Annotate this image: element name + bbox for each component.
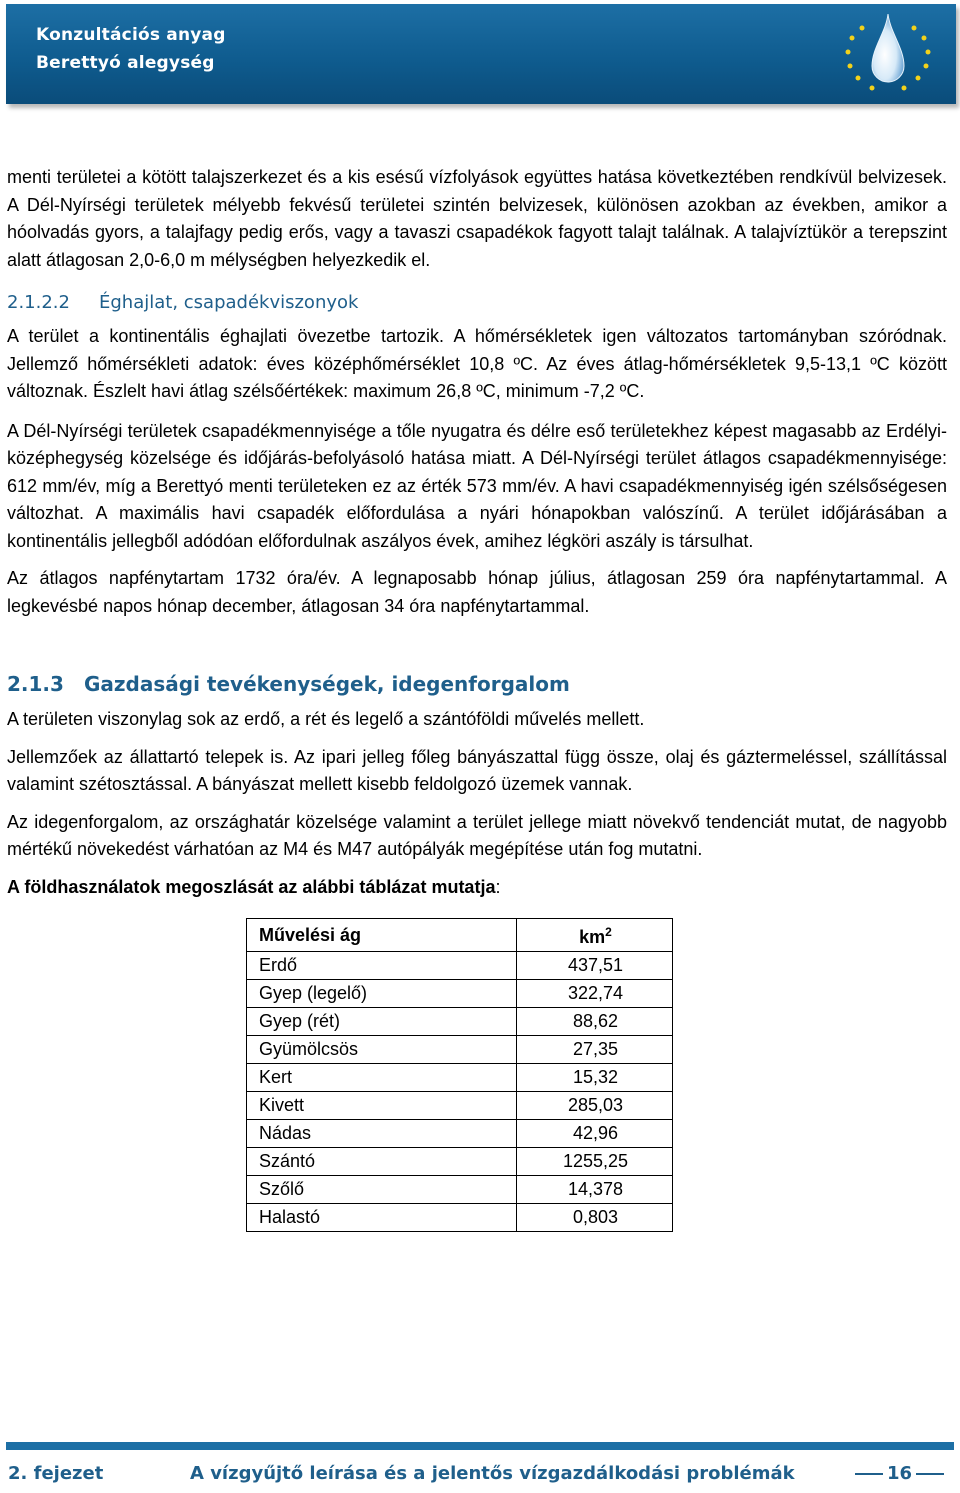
land-use-table <box>246 918 673 1232</box>
footer-page-number-group <box>851 1463 948 1484</box>
table-cell-name: Szőlő <box>247 1176 517 1204</box>
paragraph-temperature: A terület a kontinentális éghajlati övezetbe tartozik. A hőmérsékletek igen változatos tartományban szóródnak. Jellemző hőmérsékleti adatok: éves középhőmérséklet 10,8 ºC. Az éves átlag-hőmérsékletek 9,5-13,1 ºC között változnak. Észlelt havi átlag szélsőértékek: maximum 26,8 ºC, minimum -7,2 ºC. <box>7 326 947 401</box>
document-body <box>7 164 947 1232</box>
table-intro-bold: A földhasználatok megoszlását az alábbi táblázat mutatja <box>7 876 496 897</box>
section-number: 2.1.3 <box>7 672 64 696</box>
footer-divider <box>6 1442 954 1450</box>
header-title-line2: Berettyó alegység <box>36 53 215 73</box>
table-cell-value: 285,03 <box>517 1092 673 1120</box>
table-header-row <box>247 919 673 952</box>
table-header-unit-sup: 2 <box>605 925 612 939</box>
table-row <box>247 1064 673 1092</box>
table-row <box>247 1120 673 1148</box>
table-cell-value: 42,96 <box>517 1120 673 1148</box>
subsection-number: 2.1.2.2 <box>7 292 70 313</box>
table-cell-value: 437,51 <box>517 952 673 980</box>
paragraph-table-intro <box>7 874 947 902</box>
page-header <box>6 4 956 104</box>
table-cell-value: 0,803 <box>517 1204 673 1232</box>
table-row <box>247 1176 673 1204</box>
footer-dash-left <box>855 1473 883 1475</box>
table-row <box>247 1092 673 1120</box>
section-heading-economy <box>7 672 947 696</box>
table-cell-name: Gyep (rét) <box>247 1008 517 1036</box>
subsection-title: Éghajlat, csapadékviszonyok <box>99 292 359 313</box>
paragraph-land-use: A területen viszonylag sok az erdő, a rét és legelő a szántóföldi művelés mellett. <box>7 709 645 729</box>
table-cell-name: Gyümölcsös <box>247 1036 517 1064</box>
table-cell-value: 88,62 <box>517 1008 673 1036</box>
table-row <box>247 980 673 1008</box>
page-footer <box>8 1463 948 1493</box>
paragraph-industry: Jellemzőek az állattartó telepek is. Az ipari jelleg főleg bányászattal függ össze, olaj és gáztermeléssel, szállítással valamint szétosztással. A bányászat mellett kisebb feldolgozó üzemek vannak. <box>7 746 947 794</box>
paragraph-tourism: Az idegenforgalom, az országhatár közelsége valamint a terület jellege miatt növekvő tendenciát mutat, de nagyobb mértékű növekedést várhatóan az M4 és M47 autópályák megépítése után fog mutatni. <box>7 811 947 859</box>
table-cell-name: Kert <box>247 1064 517 1092</box>
paragraph-groundwater: menti területei a kötött talajszerkezet és a kis esésű vízfolyások együttes hatása következtében rendkívül belvizesek. A Dél-Nyírségi területek mélyebb fekvésű területei szintén belvizesek, különösen azokban az években, amikor a hóolvadás gyors, a talajfagy pedig erős, vagy a tavaszi csapadékok fagyott talajt találnak. A talajvíztükör a terepszint alatt átlagosan 2,0-6,0 m mélységben helyezkedik el. <box>7 167 947 270</box>
table-row <box>247 1204 673 1232</box>
footer-page-number: 16 <box>886 1463 912 1484</box>
land-use-table-wrapper <box>246 918 947 1232</box>
footer-chapter: 2. fejezet <box>8 1463 104 1484</box>
table-cell-value: 15,32 <box>517 1064 673 1092</box>
header-title-line1: Konzultációs anyag <box>36 25 226 45</box>
table-cell-value: 322,74 <box>517 980 673 1008</box>
table-cell-value: 1255,25 <box>517 1148 673 1176</box>
table-cell-name: Szántó <box>247 1148 517 1176</box>
eu-water-drop-logo-icon <box>828 8 948 100</box>
table-header-unit: km <box>579 927 606 947</box>
table-intro-colon: : <box>495 876 501 897</box>
table-cell-value: 14,378 <box>517 1176 673 1204</box>
table-header-cultivation: Művelési ág <box>247 919 517 952</box>
table-row <box>247 1148 673 1176</box>
table-cell-name: Gyep (legelő) <box>247 980 517 1008</box>
subsection-heading-climate <box>7 292 947 313</box>
table-row <box>247 1036 673 1064</box>
paragraph-precipitation: A Dél-Nyírségi területek csapadékmennyisége a tőle nyugatra és délre eső területekhez képest magasabb az Erdélyi-középhegység közelsége és időjárás-befolyásoló hatása miatt. A Dél-Nyírségi terület átlagos csapadékmennyisége: 612 mm/év, míg a Berettyó menti területeken ez az érték 573 mm/év. A havi csapadékmennyiség igén szélsőségesen változhat. A maximális havi csapadék előfordulása a nyári hónapokban valószínű. A terület időjárásában a kontinentális jellegből adódóan előfordulnak aszályos évek, amihez légköri aszály is társulhat. <box>7 420 947 551</box>
table-cell-name: Nádas <box>247 1120 517 1148</box>
table-row <box>247 1008 673 1036</box>
table-cell-name: Kivett <box>247 1092 517 1120</box>
footer-title: A vízgyűjtő leírása és a jelentős vízgazdálkodási problémák <box>190 1463 795 1484</box>
table-row <box>247 952 673 980</box>
table-cell-name: Halastó <box>247 1204 517 1232</box>
paragraph-sunshine: Az átlagos napfénytartam 1732 óra/év. A legnaposabb hónap július, átlagosan 259 óra napfénytartammal. A legkevésbé napos hónap december, átlagosan 34 óra napfénytartammal. <box>7 568 947 616</box>
footer-dash-right <box>916 1473 944 1475</box>
table-cell-name: Erdő <box>247 952 517 980</box>
section-title: Gazdasági tevékenységek, idegenforgalom <box>84 672 570 696</box>
table-cell-value: 27,35 <box>517 1036 673 1064</box>
table-header-area <box>517 919 673 952</box>
